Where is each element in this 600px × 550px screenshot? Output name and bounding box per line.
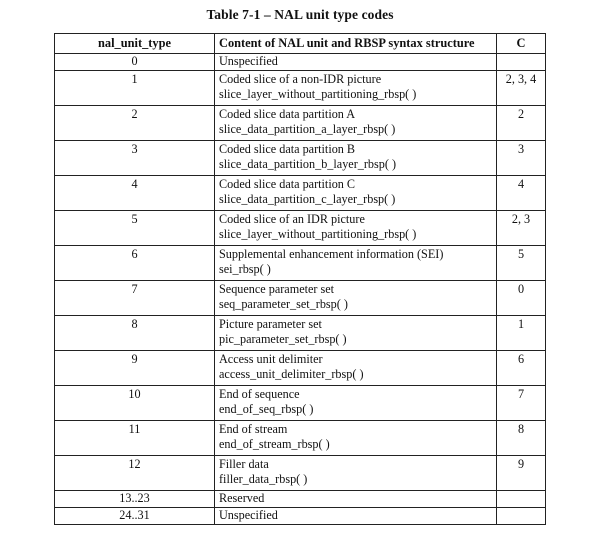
content-description: Filler data [219, 457, 269, 471]
cell-content [215, 211, 497, 246]
cell-nal-unit-type: 0 [55, 54, 215, 71]
content-description: Access unit delimiter [219, 352, 323, 366]
content-description: Coded slice of an IDR picture [219, 212, 365, 226]
cell-c: 4 [497, 176, 546, 211]
cell-content [215, 491, 497, 508]
content-syntax-structure: sei_rbsp( ) [219, 262, 271, 276]
content-syntax-structure: slice_layer_without_partitioning_rbsp( ) [219, 227, 417, 241]
content-syntax-structure: slice_data_partition_c_layer_rbsp( ) [219, 192, 396, 206]
cell-content [215, 281, 497, 316]
table-row [55, 351, 546, 386]
content-syntax-structure: end_of_seq_rbsp( ) [219, 402, 314, 416]
table-body [55, 54, 546, 525]
cell-content [215, 386, 497, 421]
content-syntax-structure: pic_parameter_set_rbsp( ) [219, 332, 347, 346]
cell-c: 6 [497, 351, 546, 386]
table-row [55, 421, 546, 456]
content-description: Supplemental enhancement information (SEI) [219, 247, 444, 261]
table-row [55, 316, 546, 351]
content-syntax-structure: slice_data_partition_b_layer_rbsp( ) [219, 157, 396, 171]
cell-c: 9 [497, 456, 546, 491]
cell-c: 3 [497, 141, 546, 176]
cell-content [215, 71, 497, 106]
cell-c [497, 54, 546, 71]
content-syntax-structure: seq_parameter_set_rbsp( ) [219, 297, 348, 311]
cell-c: 7 [497, 386, 546, 421]
cell-content [215, 54, 497, 71]
header-c: C [497, 34, 546, 54]
cell-nal-unit-type: 12 [55, 456, 215, 491]
table-header-row [55, 34, 546, 54]
cell-c: 1 [497, 316, 546, 351]
table-row [55, 71, 546, 106]
content-description: End of stream [219, 422, 288, 436]
content-syntax-structure: slice_data_partition_a_layer_rbsp( ) [219, 122, 396, 136]
nal-unit-type-table [54, 33, 546, 525]
table-row [55, 211, 546, 246]
table-row [55, 54, 546, 71]
content-description: Coded slice data partition B [219, 142, 356, 156]
cell-nal-unit-type: 10 [55, 386, 215, 421]
content-description: Coded slice data partition A [219, 107, 356, 121]
cell-nal-unit-type: 24..31 [55, 508, 215, 525]
cell-c: 2, 3, 4 [497, 71, 546, 106]
cell-content [215, 246, 497, 281]
cell-nal-unit-type: 8 [55, 316, 215, 351]
cell-nal-unit-type: 1 [55, 71, 215, 106]
cell-c: 0 [497, 281, 546, 316]
content-description: Unspecified [219, 54, 278, 68]
content-description: Picture parameter set [219, 317, 322, 331]
cell-c [497, 491, 546, 508]
content-description: Coded slice data partition C [219, 177, 356, 191]
table-caption: Table 7-1 – NAL unit type codes [206, 7, 394, 22]
content-description: Coded slice of a non-IDR picture [219, 72, 382, 86]
cell-nal-unit-type: 7 [55, 281, 215, 316]
cell-nal-unit-type: 5 [55, 211, 215, 246]
content-description: End of sequence [219, 387, 300, 401]
cell-content [215, 421, 497, 456]
cell-nal-unit-type: 6 [55, 246, 215, 281]
table-row [55, 456, 546, 491]
content-description: Sequence parameter set [219, 282, 335, 296]
cell-content [215, 316, 497, 351]
table-row [55, 106, 546, 141]
cell-nal-unit-type: 11 [55, 421, 215, 456]
cell-c: 5 [497, 246, 546, 281]
cell-nal-unit-type: 13..23 [55, 491, 215, 508]
header-content: Content of NAL unit and RBSP syntax structure [215, 34, 497, 54]
cell-c: 2 [497, 106, 546, 141]
header-nal-unit-type: nal_unit_type [55, 34, 215, 54]
content-description: Reserved [219, 491, 265, 505]
table-row [55, 491, 546, 508]
cell-c: 2, 3 [497, 211, 546, 246]
cell-nal-unit-type: 4 [55, 176, 215, 211]
content-syntax-structure: access_unit_delimiter_rbsp( ) [219, 367, 364, 381]
content-syntax-structure: end_of_stream_rbsp( ) [219, 437, 330, 451]
cell-content [215, 456, 497, 491]
table-row [55, 281, 546, 316]
table-row [55, 176, 546, 211]
cell-c [497, 508, 546, 525]
content-syntax-structure: filler_data_rbsp( ) [219, 472, 308, 486]
cell-nal-unit-type: 3 [55, 141, 215, 176]
cell-content [215, 351, 497, 386]
cell-content [215, 106, 497, 141]
table-row [55, 141, 546, 176]
cell-content [215, 141, 497, 176]
cell-content [215, 176, 497, 211]
table-row [55, 386, 546, 421]
cell-nal-unit-type: 9 [55, 351, 215, 386]
table-row [55, 508, 546, 525]
content-description: Unspecified [219, 508, 278, 522]
cell-c: 8 [497, 421, 546, 456]
table-row [55, 246, 546, 281]
cell-content [215, 508, 497, 525]
content-syntax-structure: slice_layer_without_partitioning_rbsp( ) [219, 87, 417, 101]
cell-nal-unit-type: 2 [55, 106, 215, 141]
